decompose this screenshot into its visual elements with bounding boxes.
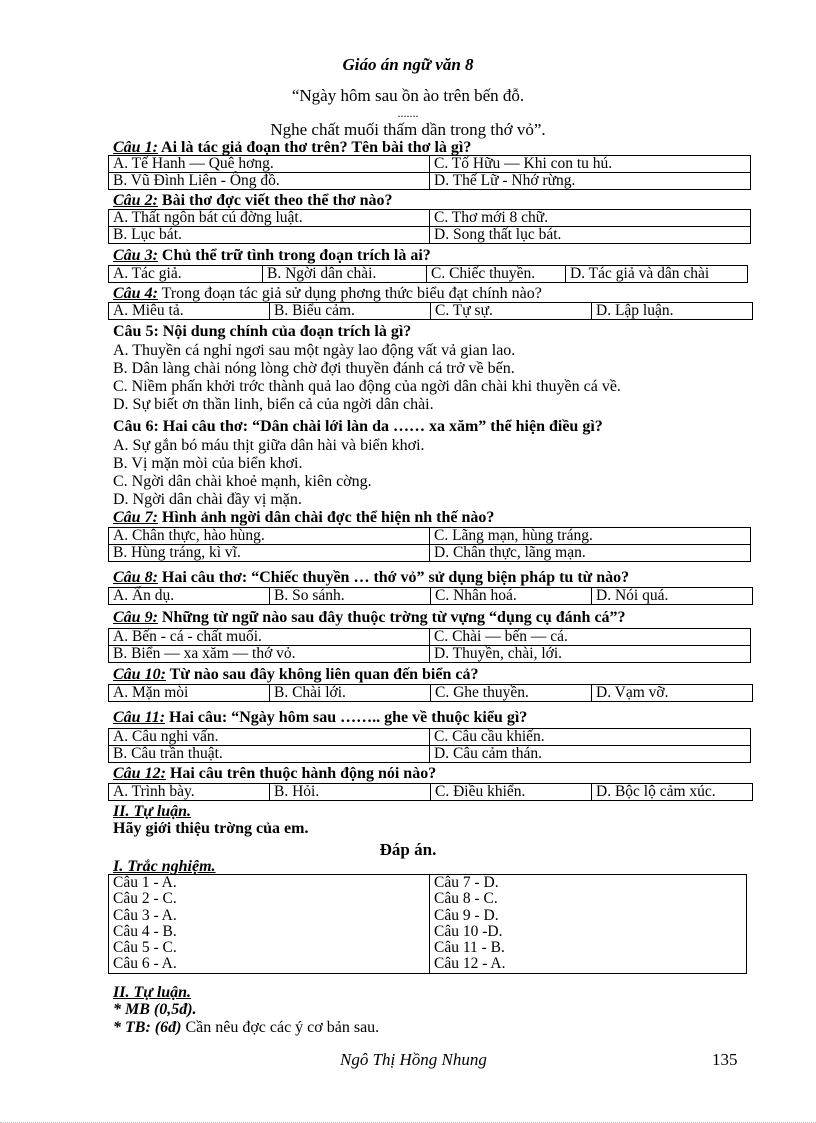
question-label: Câu 7: (113, 509, 158, 526)
question-4 (113, 285, 542, 302)
question-label: Câu 12: (113, 765, 166, 782)
poem-line-1: “Ngày hôm sau ồn ào trên bến đỗ. (291, 86, 525, 105)
question-11 (113, 709, 527, 726)
question-12 (113, 765, 436, 782)
question-text: Ai là tác giả đoạn thơ trên? Tên bài thơ là gì? (157, 139, 472, 156)
option: A. Ẩn dụ. (109, 588, 270, 605)
question-3 (113, 247, 431, 264)
answer-line: C. Ngời dân chài khoẻ mạnh, kiên cờng. (113, 473, 372, 490)
question-8-options (108, 587, 753, 605)
answer-line: D. Ngời dân chài đầy vị mặn. (113, 491, 302, 508)
question-label: Câu 11: (113, 709, 166, 726)
question-10-options (108, 684, 753, 702)
option: A. Câu nghi vấn. (109, 729, 430, 746)
question-6 (113, 418, 603, 435)
option: A. Trình bày. (109, 784, 270, 801)
answer-item: Câu 8 - C. (434, 890, 498, 908)
page-number: 135 (712, 1050, 738, 1069)
option: C. Điều khiển. (431, 784, 592, 801)
question-3-options (108, 265, 748, 283)
answer-item: Câu 12 - A. (434, 955, 506, 973)
answer-item: Câu 1 - A. (113, 874, 177, 891)
question-text: Hai câu thơ: “Chiếc thuyền … thớ vỏ” sử dụng biện pháp tu từ nào? (157, 569, 630, 586)
tb-line (113, 1019, 379, 1036)
option: A. Miêu tả. (109, 303, 270, 320)
option: A. Chân thực, hào hùng. (109, 528, 430, 545)
option: D. Thuyền, chài, lới. (430, 646, 751, 663)
option: D. Chân thực, lãng mạn. (430, 545, 751, 562)
question-text: Bài thơ đợc viết theo thể thơ nào? (157, 192, 393, 209)
answer-item: Câu 6 - A. (113, 955, 177, 973)
question-10 (113, 666, 478, 683)
question-label: Câu 6: (113, 418, 159, 435)
answer-item: Câu 3 - A. (113, 906, 177, 924)
option: B. Lục bát. (109, 227, 430, 244)
question-label: Câu 1: (113, 139, 158, 156)
question-text: Nội dung chính của đoạn trích là gì? (158, 323, 412, 340)
answer-line: A. Sự gắn bó máu thịt giữa dân hài và biển khơi. (113, 437, 425, 454)
mb-line: * MB (0,5đ). (113, 1001, 197, 1018)
question-text: Chủ thể trữ tình trong đoạn trích là ai? (157, 247, 431, 264)
answer-item: Câu 4 - B. (113, 922, 177, 940)
option: C. Chài — bến — cá. (430, 629, 751, 646)
option: D. Vạm vỡ. (592, 685, 753, 702)
question-4-options (108, 302, 753, 320)
answers-section-1: I. Trắc nghiệm. (113, 858, 216, 875)
question-label: Câu 2: (113, 192, 158, 209)
option: B. So sánh. (270, 588, 431, 605)
question-label: Câu 10: (113, 666, 166, 683)
answer-line: A. Thuyền cá nghỉ ngơi sau một ngày lao động vất vả gian lao. (113, 342, 516, 359)
answer-item: Câu 10 -D. (434, 922, 503, 940)
option: A. Tế Hanh — Quê hơng. (109, 156, 430, 173)
option: A. Mặn mòi (109, 685, 270, 702)
option: C. Chiếc thuyền. (427, 266, 566, 283)
answer-item: Câu 11 - B. (434, 939, 505, 957)
answer-item: Câu 9 - D. (434, 906, 499, 924)
option: D. Câu cảm thán. (430, 746, 751, 763)
option: B. Vũ Đình Liên - Ông đồ. (109, 173, 430, 190)
question-text: Từ nào sau đây không liên quan đến biển cả? (165, 666, 479, 683)
answer-item: Câu 5 - C. (113, 939, 177, 957)
answers-section-2: II. Tự luận. (113, 984, 192, 1001)
question-text: Hai câu thơ: “Dân chài lới làn da …… xa xăm” thể hiện điều gì? (158, 418, 603, 435)
question-8 (113, 569, 629, 586)
option: D. Lập luận. (592, 303, 753, 320)
question-11-options (108, 728, 751, 763)
answer-item: Câu 7 - D. (434, 874, 499, 891)
option: B. Hỏi. (270, 784, 431, 801)
essay-section-title: II. Tự luận. (113, 803, 192, 820)
option: B. Biểu cảm. (270, 303, 431, 320)
option: C. Lãng mạn, hùng tráng. (430, 528, 751, 545)
option: A. Bến - cá - chất muối. (109, 629, 430, 646)
answer-key-right (430, 875, 747, 974)
option: D. Tác giả và dân chài (566, 266, 748, 283)
question-7-options (108, 527, 751, 562)
option: B. Ngời dân chài. (263, 266, 427, 283)
question-1-options (108, 155, 751, 190)
question-9-options (108, 628, 751, 663)
question-label: Câu 4: (113, 285, 158, 302)
poem-ellipsis: ....... (397, 106, 419, 120)
question-text: Những từ ngữ nào sau đây thuộc trờng từ vựng “dụng cụ đánh cá”? (157, 609, 626, 626)
answers-title: Đáp án. (379, 840, 437, 859)
question-12-options (108, 783, 753, 801)
question-1 (113, 139, 471, 156)
answer-line: B. Vị mặn mòi của biển khơi. (113, 455, 303, 472)
answer-key-table (108, 874, 747, 974)
option: C. Tự sự. (431, 303, 592, 320)
option: D. Nói quá. (592, 588, 753, 605)
question-9 (113, 609, 626, 626)
answer-line: D. Sự biết ơn thần linh, biển cả của ngời dân chài. (113, 396, 434, 413)
answer-key-left (109, 875, 430, 974)
option: B. Biển — xa xăm — thớ vỏ. (109, 646, 430, 663)
answer-item: Câu 2 - C. (113, 890, 177, 908)
option: C. Thơ mới 8 chữ. (430, 210, 751, 227)
question-label: Câu 9: (113, 609, 158, 626)
option: C. Ghe thuyền. (431, 685, 592, 702)
option: B. Hùng tráng, kì vĩ. (109, 545, 430, 562)
answer-line: C. Niềm phấn khởi trớc thành quả lao động của ngời dân chài khi thuyền cá về. (113, 378, 621, 395)
question-5 (113, 323, 411, 340)
option: C. Tố Hữu — Khi con tu hú. (430, 156, 751, 173)
option: C. Câu cầu khiến. (430, 729, 751, 746)
option: D. Song thất lục bát. (430, 227, 751, 244)
option: B. Câu trần thuật. (109, 746, 430, 763)
question-label: Câu 8: (113, 569, 158, 586)
page-header: Giáo án ngữ văn 8 (342, 55, 474, 74)
option: C. Nhân hoá. (431, 588, 592, 605)
option: A. Thất ngôn bát cú đờng luật. (109, 210, 430, 227)
tb-label: * TB: (6đ) (113, 1019, 182, 1036)
question-text: Hình ảnh ngời dân chài đợc thể hiện nh thế nào? (157, 509, 495, 526)
question-text: Trong đoạn tác giả sử dụng phơng thức biểu đạt chính nào? (157, 285, 542, 302)
author-signature: Ngô Thị Hồng Nhung (340, 1050, 487, 1069)
question-2 (113, 192, 392, 209)
question-text: Hai câu: “Ngày hôm sau …….. ghe về thuộc kiểu gì? (165, 709, 528, 726)
option: A. Tác giả. (109, 266, 263, 283)
option: B. Chài lới. (270, 685, 431, 702)
question-text: Hai câu trên thuộc hành động nói nào? (165, 765, 437, 782)
question-2-options (108, 209, 751, 244)
tb-text: Cần nêu đợc các ý cơ bản sau. (181, 1019, 380, 1036)
question-label: Câu 5: (113, 323, 159, 340)
essay-prompt: Hãy giới thiệu trờng của em. (113, 820, 309, 837)
answer-line: B. Dân làng chài nóng lòng chờ đợi thuyền đánh cá trở về bến. (113, 360, 515, 377)
question-7 (113, 509, 494, 526)
option: D. Bộc lộ cảm xúc. (592, 784, 753, 801)
poem-line-2: Nghe chất muối thấm dần trong thớ vỏ”. (270, 120, 546, 139)
question-label: Câu 3: (113, 247, 158, 264)
option: D. Thế Lữ - Nhớ rừng. (430, 173, 751, 190)
